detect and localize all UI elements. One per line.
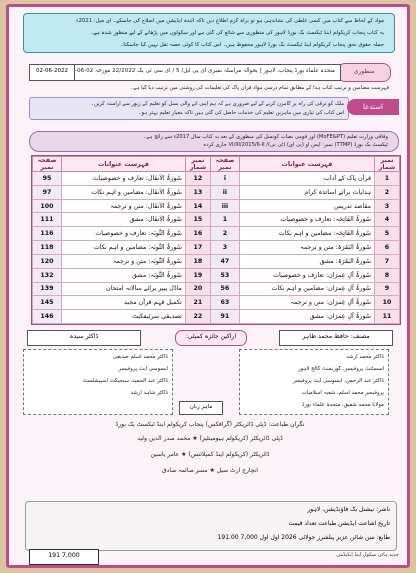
curriculum-line: وفاقی وزارت تعلیم (MoFE&PT) اور قومی نصاب کونسل کی منظوری کے بعد یہ کتاب سال 2017ء سے رائج ہے۔ [143, 134, 388, 140]
toc-page: 146 [33, 310, 62, 324]
table-row [33, 185, 400, 199]
toc-num: 15 [185, 213, 210, 227]
toc-num: 6 [375, 241, 400, 255]
toc-title: سُورۃُ البَقَرَۃ: متن و ترجمہ [239, 241, 374, 255]
language-expert-label: ماہر زبان [179, 401, 223, 415]
toc-num: 7 [375, 254, 400, 268]
toc-num: 11 [375, 310, 400, 324]
toc-title: سُورۃُ التَّوبَہ: مشق [62, 268, 186, 282]
toc-num: 13 [185, 185, 210, 199]
toc-page: 120 [33, 254, 62, 268]
toc-num: 10 [375, 296, 400, 310]
table-row [33, 254, 400, 268]
table-row [33, 241, 400, 255]
publication-info [25, 501, 397, 551]
toc-page: 3 [210, 241, 239, 255]
toc-title: مقاصد تدریس [239, 199, 374, 213]
toc-title: سُورۃُ الاَنفَال: مشق [62, 213, 186, 227]
toc-title: قرآن پاک کے آداب [239, 172, 374, 186]
toc-page: 111 [33, 213, 62, 227]
toc-num: 3 [375, 199, 400, 213]
toc-num: 1 [375, 172, 400, 186]
table-row [33, 296, 400, 310]
author-secondary: ڈاکٹر سیدہ [27, 330, 141, 346]
review-committee-label: اراکین جائزہ کمیٹی: [175, 330, 247, 346]
reviewer: ڈاکٹر محمد ارشد [346, 354, 384, 360]
table-row [33, 310, 400, 324]
toc-num: 21 [185, 296, 210, 310]
author-name: مصنف: حافظ محمد طاہر [279, 330, 393, 346]
toc-page: ii [210, 185, 239, 199]
toc-page: i [210, 172, 239, 186]
table-row [33, 282, 400, 296]
reviewer: ایسوسی ایٹ پروفیسر [118, 366, 168, 372]
table-row [33, 268, 400, 282]
approval-text: متحدہ علماء بورڈ پنجاب، لاہور [ بحوالہ مراسلہ نمبری ای پی ایل/ 5 / ای سی ٹی بک 22/2022 مورخہ 02-06- [69, 64, 341, 81]
toc-title: سُورۃُ الاَنفَال: مضامین و اہم نکات [62, 185, 186, 199]
toc-num: 9 [375, 282, 400, 296]
table-of-contents [31, 155, 401, 325]
price-box: 191 7,000 [29, 549, 99, 565]
toc-page: 139 [33, 282, 62, 296]
toc-num: 18 [185, 254, 210, 268]
reviewers-right [239, 349, 389, 415]
request-label: استدعا [347, 99, 399, 115]
toc-num: 19 [185, 268, 210, 282]
approval-banner [29, 63, 391, 80]
request-line: ملک کو ترقی کی راہ پر گامزن کرنے کے لیے ضروری ہے کہ ہم اپنی آنے والی نسل کو تعلیم کے زیور سے آراستہ کریں۔ [91, 101, 344, 107]
textbook-page [6, 4, 410, 568]
toc-num: 14 [185, 199, 210, 213]
toc-num: 5 [375, 227, 400, 241]
toc-title: ہدایات برائے اساتذہ کرام [239, 185, 374, 199]
toc-num: 17 [185, 241, 210, 255]
publisher: ناشر: نیشنل بک فاؤنڈیشن، لاہور [307, 506, 390, 513]
toc-num: 4 [375, 213, 400, 227]
notice-line: یہ کتاب پنجاب کریکولم اینڈ ٹیکسٹ بک بورڈ لاہور کی منظوری سے شائع کی گئی ہے اور سکولوں میں پڑھانے کے لیے منظور شدہ ہے۔ [90, 30, 384, 36]
reviewer: اسسٹنٹ پروفیسر، گورنمنٹ کالج لاہور [298, 366, 384, 372]
toc-title: سُورۃُ آلِ عِمرَان: مضامین و اہم نکات [239, 282, 374, 296]
toc-page: 1 [210, 213, 239, 227]
intro-note: فہرست مضامین و ترتیب کتاب ہذا کے مطابق تمام درسی مواد قرآن پاک کی تعلیمات کی روشنی میں ترتیب دیا گیا ہے۔ [130, 85, 389, 91]
toc-page: 95 [33, 172, 62, 186]
toc-num: 20 [185, 282, 210, 296]
table-row [33, 199, 400, 213]
curriculum-line: ٹیکسٹ بک بورڈ (TTMP) نمبر: ایس او (پی ای) (ٹی بی)/ VI/III/2015/II-II جاری کردہ [203, 142, 388, 148]
reviewer: ڈاکٹر عبد الحمید، سبجیکٹ اسپیشلسٹ [82, 378, 168, 384]
credit-line: نگران طباعت: ڈپٹی ڈائریکٹر (گرافکس) پنجاب کریکولم اینڈ ٹیکسٹ بک بورڈ [115, 421, 305, 428]
toc-num: 22 [185, 310, 210, 324]
request-box [29, 97, 349, 120]
toc-page: 47 [210, 254, 239, 268]
toc-header-num: نمبر شمار [375, 157, 400, 172]
toc-page: 53 [210, 268, 239, 282]
request-line: اس کتاب کی تیاری میں ماہرین تعلیم کی خدمات حاصل کی گئی ہیں تاکہ معیار تعلیم بہتر ہو۔ [138, 110, 344, 116]
copyright-notice [23, 13, 395, 53]
notice-line: جملہ حقوق بحق پنجاب کریکولم اینڈ ٹیکسٹ بک بورڈ لاہور محفوظ ہیں۔ اس کتاب کا کوئی حصہ نقل نہیں کیا جاسکتا۔ [120, 42, 384, 48]
credit-line: انچارج آرٹ سیل ★ مسز صائمہ صادق [162, 467, 258, 474]
toc-page: 145 [33, 296, 62, 310]
reviewer: پروفیسر محمد اسلم، شعبہ اسلامیات [301, 390, 384, 396]
footer-stamp: جدید ہائی سکول اینڈ ایکیڈمی [336, 552, 399, 558]
reviewer: ڈاکٹر شاہد ارشد [130, 390, 168, 396]
toc-header-title: فہرست عنوانات [62, 157, 186, 172]
toc-title: سُورۃُ آلِ عِمرَان: مشق [239, 310, 374, 324]
toc-title: سُورۃُ آلِ عِمرَان: تعارف و خصوصیات [239, 268, 374, 282]
toc-page: 118 [33, 241, 62, 255]
toc-title: سُورۃُ التَّوبَہ: تعارف و خصوصیات [62, 227, 186, 241]
toc-page: 100 [33, 199, 62, 213]
table-row [33, 213, 400, 227]
toc-page: 63 [210, 296, 239, 310]
toc-num: 2 [375, 185, 400, 199]
toc-title: تکمیل فہم قرآن مجید [62, 296, 186, 310]
toc-title: سُورۃُ الفَاتِحَہ: تعارف و خصوصیات [239, 213, 374, 227]
toc-title: سُورۃُ الاَنفَال: متن و ترجمہ [62, 199, 186, 213]
author-row [27, 330, 393, 344]
toc-page: 97 [33, 185, 62, 199]
curriculum-note [29, 131, 399, 152]
credit-line: ڈپٹی ڈائریکٹر (کریکولم ہیومینٹیز) ★ محمد صدر الدین ولید [137, 435, 283, 442]
toc-title: سُورۃُ البَقَرَۃ: مشق [239, 254, 374, 268]
approval-tag: منظوری [337, 63, 391, 82]
toc-title: سُورۃُ آلِ عِمرَان: متن و ترجمہ [239, 296, 374, 310]
toc-title: سُورۃُ التَّوبَہ: مضامین و اہم نکات [62, 241, 186, 255]
notice-line: مواد کے لحاظ سے کتاب میں کسی غلطی کی نشاندہی ہو تو براہ کرم اطلاع دیں تاکہ آئندہ ایڈیشن میں اصلاح کی جاسکے۔ ای میل: 2021ء [76, 18, 384, 24]
toc-page: 116 [33, 227, 62, 241]
toc-num: 8 [375, 268, 400, 282]
table-row [33, 172, 400, 186]
toc-page: 2 [210, 227, 239, 241]
toc-header-page: صفحہ نمبر [210, 157, 239, 172]
toc-page: 56 [210, 282, 239, 296]
toc-header-title: فہرست عنوانات [239, 157, 374, 172]
table-row [33, 227, 400, 241]
toc-title: سُورۃُ الاَنفَال: تعارف و خصوصیات [62, 172, 186, 186]
toc-header-num: نمبر شمار [185, 157, 210, 172]
toc-title: تصدیقی سرٹیفکیٹ [62, 310, 186, 324]
toc-title: سُورۃُ الفَاتِحَہ: مضامین و اہم نکات [239, 227, 374, 241]
publication-values: طابع: سن شائن عزیز پبلشرز جولائی 2026 اول اول 7,000 191.00 [217, 534, 390, 541]
toc-header-row [33, 157, 400, 172]
reviewer: ڈاکٹر محمد اسلم صدیقی [112, 354, 168, 360]
toc-num: 16 [185, 227, 210, 241]
reviewer: ڈاکٹر عبد الرحمن، ایسوسی ایٹ پروفیسر [292, 378, 384, 384]
publication-headers: تاریخ اشاعت ایڈیشن طباعت تعداد قیمت [288, 520, 390, 527]
toc-table [32, 156, 400, 324]
toc-num: 12 [185, 172, 210, 186]
toc-page: iii [210, 199, 239, 213]
toc-title: سُورۃُ التَّوبَہ: متن و ترجمہ [62, 254, 186, 268]
toc-page: 91 [210, 310, 239, 324]
toc-title: ماڈل پیپر برائے سالانہ امتحان [62, 282, 186, 296]
approval-date: 02-06-2022 [29, 64, 75, 81]
credit-line: ڈائریکٹر (کریکولم اینڈ کمپلائنس) ★ عامر یاسین [150, 451, 270, 458]
toc-page: 132 [33, 268, 62, 282]
reviewer: مولانا محمد شفیق، متحدہ علماء بورڈ [302, 402, 384, 408]
toc-header-page: صفحہ نمبر [33, 157, 62, 172]
reviewers-left [23, 349, 173, 415]
